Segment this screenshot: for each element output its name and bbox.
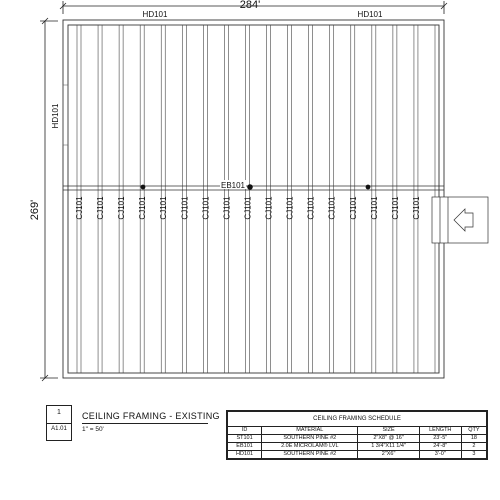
joist-label: CJ101 bbox=[285, 196, 295, 220]
joist-label: CJ101 bbox=[180, 196, 190, 220]
entry-stair bbox=[432, 197, 488, 243]
schedule-cell: EB101 bbox=[228, 443, 262, 451]
table-row bbox=[228, 443, 487, 451]
schedule-cell: 3'-0" bbox=[419, 451, 461, 459]
top-header-left bbox=[100, 20, 200, 25]
schedule-cell: SOUTHERN PINE #2 bbox=[262, 435, 358, 443]
table-row bbox=[228, 451, 487, 459]
beam-post-left bbox=[141, 185, 146, 190]
beam-post-center bbox=[247, 184, 253, 190]
beam-post-right bbox=[366, 185, 371, 190]
title-underline bbox=[82, 423, 208, 424]
detail-tag bbox=[46, 405, 72, 441]
height-dimension-label: 269' bbox=[29, 199, 41, 221]
drawing-title: CEILING FRAMING - EXISTING bbox=[82, 411, 220, 421]
drawing-scale: 1" = 50' bbox=[82, 426, 104, 433]
width-dimension-label: 284' bbox=[239, 0, 261, 11]
detail-number: 1 bbox=[57, 409, 61, 416]
schedule-header: LENGTH bbox=[419, 427, 461, 435]
schedule-cell: 2.0E MICROLAM® LVL bbox=[262, 443, 358, 451]
left-header bbox=[63, 85, 68, 145]
schedule-cell: 3 bbox=[461, 451, 486, 459]
schedule-header-row bbox=[228, 427, 487, 435]
left-header-label: HD101 bbox=[51, 103, 60, 129]
joist-label: CJ101 bbox=[117, 196, 127, 220]
beam-label: EB101 bbox=[220, 181, 246, 190]
joist-label: CJ101 bbox=[201, 196, 211, 220]
beam-line bbox=[63, 186, 444, 190]
schedule-cell: 2"X8" @ 16" bbox=[358, 435, 419, 443]
schedule-cell: 1 3/4"X11 1/4" bbox=[358, 443, 419, 451]
schedule-cell: 2"X6" bbox=[358, 451, 419, 459]
joist-label: CJ101 bbox=[75, 196, 84, 220]
schedule-cell: HD101 bbox=[228, 451, 262, 459]
joist-label: CJ101 bbox=[306, 196, 316, 220]
joist-label: CJ101 bbox=[222, 196, 232, 220]
table-row bbox=[228, 435, 487, 443]
joist-label: CJ101 bbox=[327, 196, 337, 220]
detail-tag-divider bbox=[47, 423, 71, 424]
sheet-number: A1.01 bbox=[51, 426, 67, 432]
schedule-cell: 18 bbox=[461, 435, 486, 443]
schedule-caption: CEILING FRAMING SCHEDULE bbox=[228, 412, 487, 427]
joist-label: CJ101 bbox=[159, 196, 169, 220]
top-header-label-left: HD101 bbox=[142, 10, 168, 19]
schedule-header: QTY bbox=[461, 427, 486, 435]
joist-label: CJ101 bbox=[390, 196, 400, 220]
drawing-title-block bbox=[46, 403, 226, 443]
schedule-cell: 24'-8" bbox=[419, 443, 461, 451]
top-header-label-right: HD101 bbox=[357, 10, 383, 19]
joist-label: CJ101 bbox=[411, 196, 421, 220]
schedule-cell: 2 bbox=[461, 443, 486, 451]
schedule-header: ID bbox=[228, 427, 262, 435]
joist-label: CJ101 bbox=[264, 196, 274, 220]
joist-label: CJ101 bbox=[243, 196, 253, 220]
height-dimension bbox=[40, 18, 58, 381]
joist-label: CJ101 bbox=[96, 196, 106, 220]
framing-schedule bbox=[226, 410, 488, 460]
schedule-cell: ST101 bbox=[228, 435, 262, 443]
schedule-header: MATERIAL bbox=[262, 427, 358, 435]
joist-label: CJ101 bbox=[348, 196, 358, 220]
joist-label: CJ101 bbox=[138, 196, 148, 220]
schedule-cell: 23'-5" bbox=[419, 435, 461, 443]
ceiling-joists bbox=[75, 25, 442, 373]
schedule-header: SIZE bbox=[358, 427, 419, 435]
joist-label: CJ101 bbox=[369, 196, 379, 220]
schedule-cell: SOUTHERN PINE #2 bbox=[262, 451, 358, 459]
